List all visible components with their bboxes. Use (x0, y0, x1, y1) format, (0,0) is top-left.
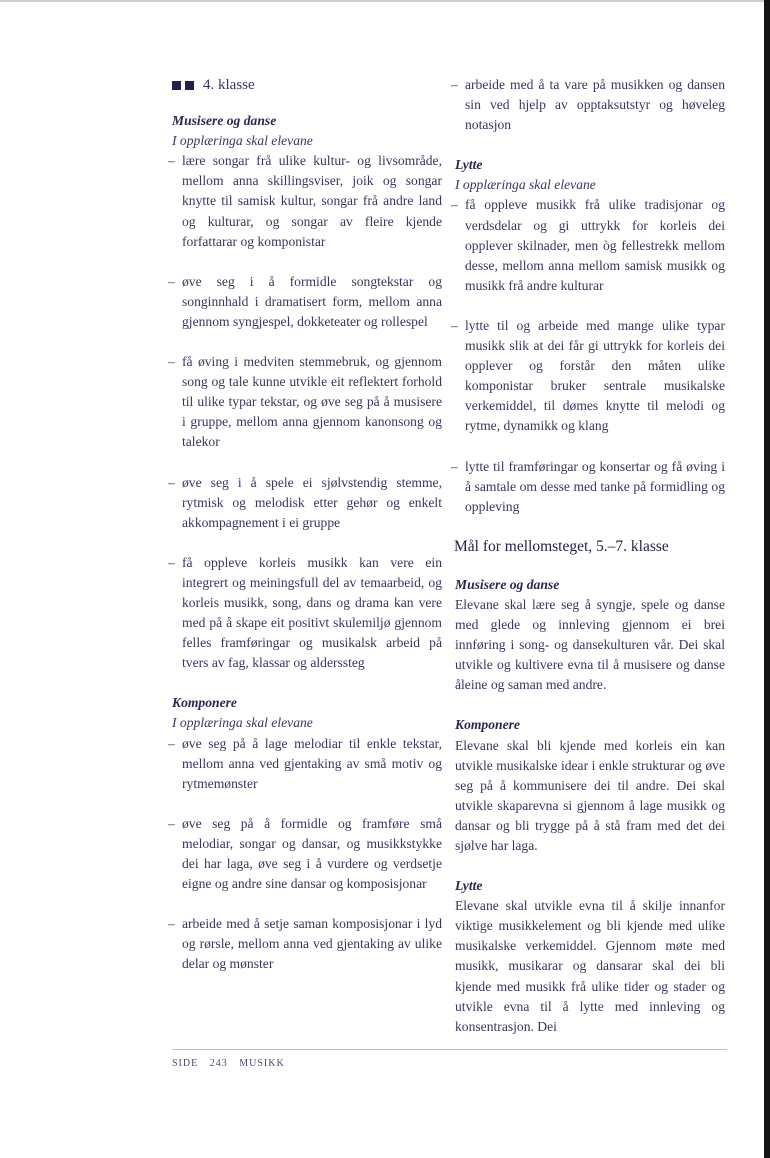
footer-rule (172, 1049, 727, 1050)
list-item: – øve seg på å lage melodiar til enkle tekstar, mellom anna ved gjentaking av små motiv og rytmemønster (172, 734, 442, 794)
list-item: – lære songar frå ulike kultur- og livsområde, mellom anna skillingsviser, joik og songar knytte til samisk kultur, songar frå andre land og kulturar, og songar av fleire kjende forfattarar og komponistar (172, 151, 442, 251)
grade-title: 4. klasse (203, 77, 255, 93)
list-item: – øve seg i å spele ei sjølvstendig stemme, rytmisk og melodisk etter gehør og enkelt akkompagnement i ei gruppe (172, 473, 442, 533)
footer-side-label: SIDE (172, 1058, 199, 1069)
continued-list (455, 75, 725, 135)
grade-heading (172, 75, 442, 95)
goal-text-musisere: Elevane skal lære seg å syngje, spele og danse med glede og innleving gjennom ei brei innføring i song- og dansekulturen vår. Dei skal utvikle og kultivere evna til å musisere og danse åleine og saman med andre. (455, 596, 725, 693)
right-column (455, 75, 725, 1037)
list-item: – lytte til og arbeide med mange ulike typar musikk slik at dei får gi uttrykk for korleis dei opplever og forstår den måten ulike komponistar bruker sentrale musikalske verkemiddel, til dømes knytte til melodi og rytme, dynamikk og klang (455, 316, 725, 437)
list-item: – øve seg på å formidle og framføre små melodiar, songar og dansar, og musikkstykke dei har laga, øve seg i å vurdere og verdsetje eigne og andre sine dansar og komposisjonar (172, 814, 442, 894)
page-right-edge (764, 0, 770, 1158)
section-subtitle: I opplæringa skal elevane (172, 133, 313, 149)
page-footer (172, 1058, 293, 1069)
goal-title-komponere: Komponere (455, 717, 520, 733)
section-subtitle: I opplæringa skal elevane (172, 715, 313, 731)
page-top-edge (0, 0, 770, 2)
goal-text-komponere: Elevane skal bli kjende med korleis ein kan utvikle musikalske idear i enkle strukturar og øve seg på å kommunisere dei til andre. Dei skal utvikle skaparevna si gjennom å lage musikk og dansar og bli trygge på å stå fram med det dei sjølve har laga. (455, 737, 725, 853)
goal-title-lytte: Lytte (455, 878, 483, 894)
goal-text-lytte: Elevane skal utvikle evna til å skilje innanfor viktige musikkelement og bli kjende med ulike musikalske verkemiddel. Gjennom møte med musikk, musikarar og dansarar skal dei bli kjende med musikk frå ulike tider og stader og utvikle evna til å lytte med innleving og konsentrasjon. Dei (455, 898, 725, 1034)
section-title-lytte: Lytte (455, 157, 483, 173)
square-bullet-icon (172, 81, 181, 90)
list-item: – få oppleve korleis musikk kan vere ein integrert og meiningsfull del av temaarbeid, og korleis musikk, song, dans og drama kan vere med på å skape eit positivt skulemiljø gjennom felles framføringar og musikalsk arbeid på tvers av fag, klassar og alderssteg (172, 553, 442, 674)
square-bullet-icon (185, 81, 194, 90)
footer-subject: MUSIKK (239, 1058, 285, 1069)
section-title-musisere: Musisere og danse (172, 113, 277, 129)
list-item: – øve seg i å formidle songtekstar og songinnhald i dramatisert form, mellom anna gjennom syngjespel, dokketeater og rollespel (172, 272, 442, 332)
left-column (172, 75, 442, 994)
list-item: – få øving i medviten stemmebruk, og gjennom song og tale kunne utvikle eit reflektert forhold til ulike typar tekstar, og øve seg på å musisere i gruppe, mellom anna gjennom kanonsong og talekor (172, 352, 442, 452)
goal-title-musisere: Musisere og danse (455, 576, 560, 592)
musisere-list (172, 151, 442, 673)
list-item: – få oppleve musikk frå ulike tradisjonar og verdsdelar og gi uttrykk for korleis dei opplever skilnader, men òg fellestrekk mellom desse, mellom anna mellom samisk musikk og musikk frå andre kulturar (455, 195, 725, 295)
section-title-komponere: Komponere (172, 695, 237, 711)
page-number: 243 (209, 1058, 228, 1069)
lytte-list (455, 195, 725, 516)
section-subtitle: I opplæringa skal elevane (455, 177, 596, 193)
goal-heading: Mål for mellomsteget, 5.–7. klasse (454, 537, 669, 555)
list-item: – arbeide med å setje saman komposisjonar i lyd og rørsle, mellom anna ved gjentaking av ulike delar og mønster (172, 914, 442, 974)
komponere-list (172, 734, 442, 975)
list-item: – lytte til framføringar og konsertar og få øving i å samtale om desse med tanke på formidling og oppleving (455, 457, 725, 517)
list-item: – arbeide med å ta vare på musikken og dansen sin ved hjelp av opptaksutstyr og høveleg notasjon (455, 75, 725, 135)
